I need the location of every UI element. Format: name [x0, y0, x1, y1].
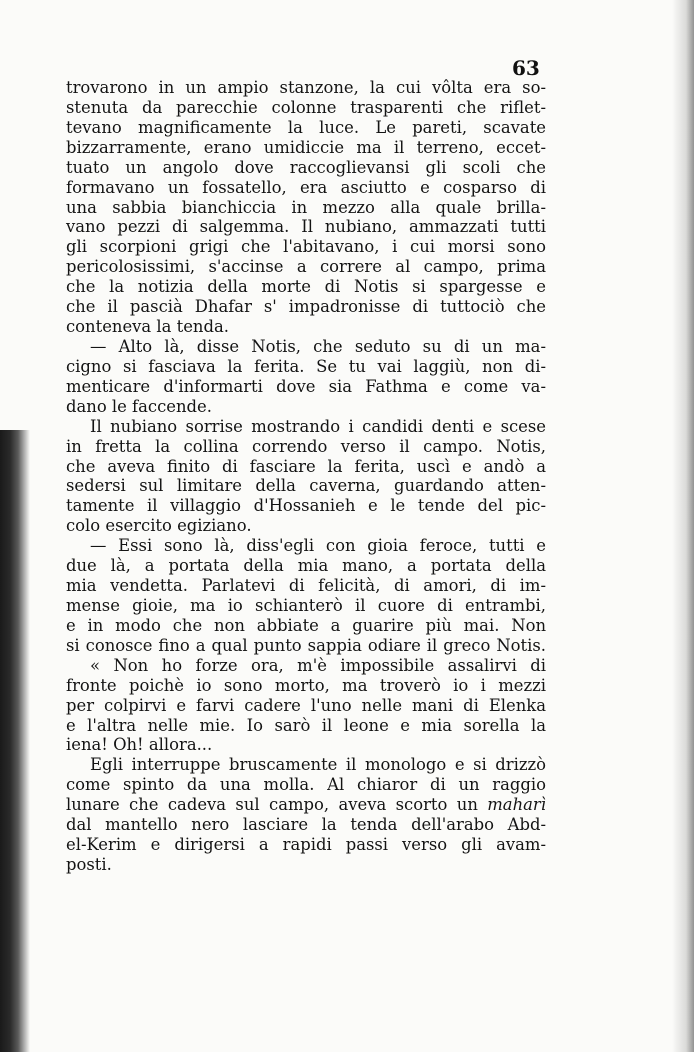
text-line: mia vendetta. Parlatevi di felicità, di amori, di im-	[66, 576, 546, 596]
text-line: come spinto da una molla. Al chiaror di un raggio	[66, 775, 546, 795]
text-line: menticare d'informarti dove sia Fathma e come va-	[66, 376, 546, 396]
text-line: per colpirvi e farvi cadere l'uno nelle mani di Elenka	[66, 695, 546, 715]
text-line: — Essi sono là, diss'egli con gioia feroce, tutti e	[90, 536, 546, 556]
text-line: due là, a portata della mia mano, a portata della	[66, 556, 546, 576]
text-line: — Alto là, disse Notis, che seduto su di un ma-	[90, 336, 546, 356]
scan-shadow-left	[0, 430, 30, 1052]
text-line: che la notizia della morte di Notis si spargesse e	[66, 277, 546, 297]
text-line: cigno si fasciava la ferita. Se tu vai laggiù, non di-	[66, 356, 546, 376]
text-line: e in modo che non abbiate a guarire più mai. Non	[66, 615, 546, 635]
text-line: lunare che cadeva sul campo, aveva scorto un maharì	[66, 795, 546, 815]
text-line: in fretta la collina correndo verso il campo. Notis,	[66, 436, 546, 456]
text-line: posti.	[66, 854, 112, 874]
text-line: tevano magnificamente la luce. Le pareti, scavate	[66, 117, 546, 137]
text-line: pericolosissimi, s'accinse a correre al campo, prima	[66, 257, 546, 277]
text-line: bizzarramente, erano umidiccie ma il terreno, eccet-	[66, 137, 546, 157]
text-line: el-Kerim e dirigersi a rapidi passi verso gli avam-	[66, 835, 546, 855]
text-line: una sabbia bianchiccia in mezzo alla quale brilla-	[66, 197, 546, 217]
text-line: tuato un angolo dove raccoglievansi gli scoli che	[66, 157, 546, 177]
page-number: 63	[512, 56, 540, 80]
text-line: Egli interruppe bruscamente il monologo e si drizzò	[90, 755, 546, 775]
text-line: Il nubiano sorrise mostrando i candidi denti e scese	[90, 416, 546, 436]
text-line: vano pezzi di salgemma. Il nubiano, ammazzati tutti	[66, 217, 546, 237]
text-line: tamente il villaggio d'Hossanieh e le tende del pic-	[66, 496, 546, 516]
text-line: dal mantello nero lasciare la tenda dell'arabo Abd-	[66, 815, 546, 835]
text-line: che aveva finito di fasciare la ferita, uscì e andò a	[66, 456, 546, 476]
body-text	[66, 78, 546, 875]
text-line: dano le faccende.	[66, 396, 212, 416]
text-line: iena! Oh! allora...	[66, 735, 213, 755]
text-line: formavano un fossatello, era asciutto e cosparso di	[66, 177, 546, 197]
text-line: stenuta da parecchie colonne trasparenti che riflet-	[66, 97, 546, 117]
text-line: conteneva la tenda.	[66, 317, 229, 337]
scan-shadow-right	[672, 0, 694, 1052]
text-line: mense gioie, ma io schianterò il cuore di entrambi,	[66, 595, 546, 615]
text-line: gli scorpioni grigi che l'abitavano, i cui morsi sono	[66, 237, 546, 257]
text-line: « Non ho forze ora, m'è impossibile assalirvi di	[90, 655, 546, 675]
text-line: e l'altra nelle mie. Io sarò il leone e mia sorella la	[66, 715, 546, 735]
text-line: che il pascià Dhafar s' impadronisse di tuttociò che	[66, 297, 546, 317]
text-line: trovarono in un ampio stanzone, la cui vôlta era so-	[66, 78, 546, 97]
text-line: sedersi sul limitare della caverna, guardando atten-	[66, 476, 546, 496]
text-line: fronte poichè io sono morto, ma troverò io i mezzi	[66, 675, 546, 695]
text-line: colo esercito egiziano.	[66, 516, 252, 536]
text-line: si conosce fino a qual punto sappia odiare il greco Notis.	[66, 635, 546, 655]
